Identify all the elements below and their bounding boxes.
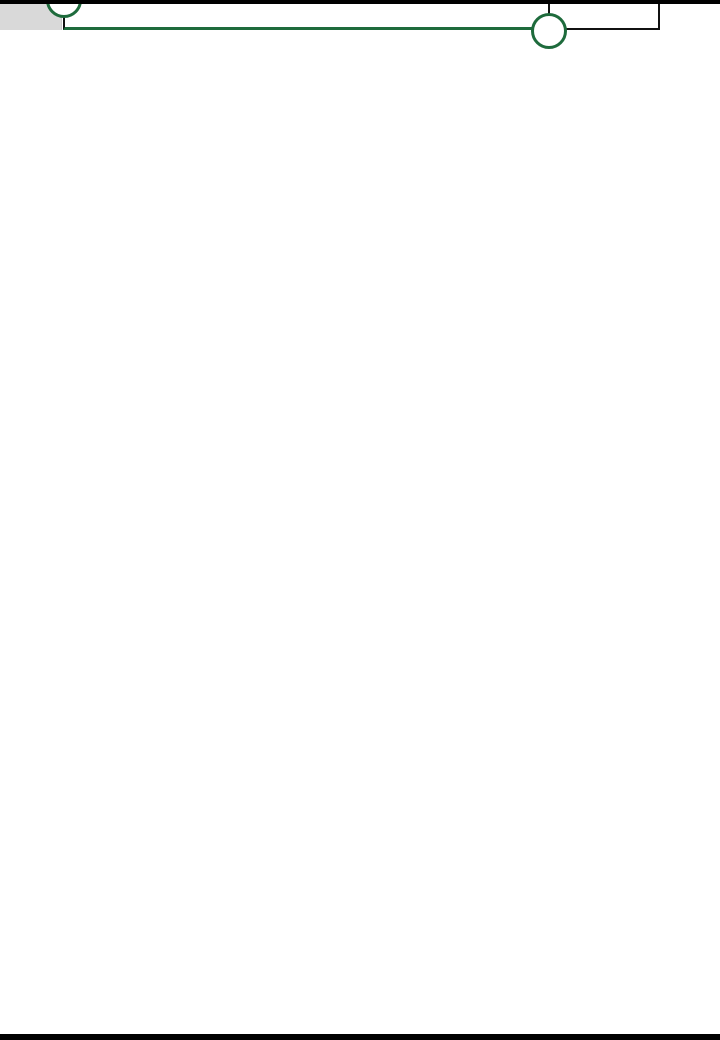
header-cell-title[interactable] bbox=[63, 4, 548, 30]
header-row bbox=[0, 4, 720, 30]
selection-handle-right[interactable] bbox=[531, 13, 567, 49]
spreadsheet-grid bbox=[0, 4, 720, 1034]
blank-area bbox=[660, 4, 720, 1034]
